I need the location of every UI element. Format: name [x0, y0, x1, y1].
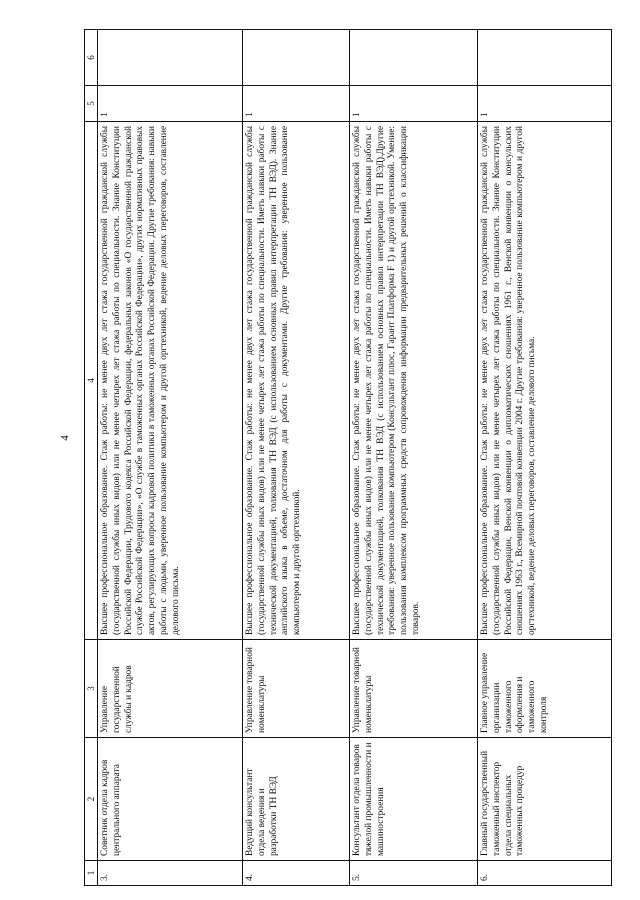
table-row — [243, 30, 350, 886]
page-number: 4 — [59, 435, 71, 441]
department-cell: Управление государственной службы и кадров — [98, 640, 243, 738]
header-cell: 4 — [85, 122, 98, 640]
row-number: 3. — [98, 861, 243, 886]
requirements-cell: Высшее профессиональное образование. Стаж работы: не менее двух лет стажа государственной гражданской службы (государственной службы иных видов) или не менее четырех лет стажа работы по специальности. Знание Конституции Российской Федерации, Венской конвенции о дипломатических сношениях 1961 г., Венской конвенции о консульских сношениях 1963 г., Всемирной почтовой конвенции 2004 г. Другие требования: уверенное пользование компьютером и другой оргтехникой, ведение деловых переговоров, составление делового письма. — [478, 122, 612, 640]
empty-cell — [98, 30, 243, 86]
empty-cell — [478, 30, 612, 86]
header-cell: 1 — [85, 861, 98, 886]
header-cell: 3 — [85, 640, 98, 738]
row-number: 6. — [478, 861, 612, 886]
department-cell: Управление товарной номенклатуры — [243, 640, 350, 738]
table-row — [478, 30, 612, 886]
requirements-cell: Высшее профессиональное образование. Стаж работы: не менее двух лет стажа государственной гражданской службы (государственной службы иных видов) или не менее четырех лет стажа работы по специальности. Иметь навыки работы с технической документацией, толкования ТН ВЭД (с использованием основных правил интерпретации ТН ВЭД). Знание английского языка в объеме, достаточном для работы с документами. Другие требования: уверенное пользование компьютером и другой оргтехникой. — [243, 122, 350, 640]
position-cell: Ведущий консультант отдела ведения и разработки ТН ВЭД — [243, 738, 350, 861]
requirements-cell: Высшее профессиональное образование. Стаж работы: не менее двух лет стажа государственной гражданской службы (государственной службы иных видов) или не менее четырех лет стажа работы по специальности. Иметь навыки работы с технической документацией, толкования ТН ВЭД (с использованием основных правил интерпретации ТН ВЭД).Другие требования: уверенное пользование компьютером (Консультант плюс, Гарант Платформа F 1) и другой оргтехникой. Умение: пользования комплексом программных средств сопровождения информации предварительных решений о классификации товаров. — [350, 122, 478, 640]
count-cell: 1 — [350, 86, 478, 122]
table-row — [98, 30, 243, 886]
row-number: 4. — [243, 861, 350, 886]
department-cell: Главное управление организации таможенного оформления и таможенного контроля — [478, 640, 612, 738]
empty-cell — [350, 30, 478, 86]
row-number: 5. — [350, 861, 478, 886]
header-cell: 2 — [85, 738, 98, 861]
requirements-cell: Высшее профессиональное образование. Стаж работы: не менее двух лет стажа государственной гражданской службы (государственной службы иных видов) или не менее четырех лет стажа работы по специальности. Знание Конституции Российской Федерации, Трудового кодекса Российской Федерации, федеральных законов «О государственной гражданской службе Российской Федерации», «О службе в таможенных органах Российской Федерации», других нормативных правовых актов, регулирующих вопросы кадровой политики в таможенных органах Российской Федерации. Другие требования: навыки работы с людьми, уверенное пользование компьютером и другой оргтехникой, ведение деловых переговоров, составление делового письма. — [98, 122, 243, 640]
header-cell: 6 — [85, 30, 98, 86]
count-cell: 1 — [98, 86, 243, 122]
vacancy-table — [84, 29, 612, 886]
table-row — [350, 30, 478, 886]
rotated-page — [84, 30, 610, 886]
count-cell: 1 — [478, 86, 612, 122]
table-header-row — [85, 30, 98, 886]
empty-cell — [243, 30, 350, 86]
position-cell: Консультант отдела товаров тяжелой промышленности и машиностроения — [350, 738, 478, 861]
header-cell: 5 — [85, 86, 98, 122]
department-cell: Управление товарной номенклатуры — [350, 640, 478, 738]
position-cell: Советник отдела кадров центрального аппарата — [98, 738, 243, 861]
count-cell: 1 — [243, 86, 350, 122]
position-cell: Главный государственный таможенный инспектор отдела специальных таможенных процедур — [478, 738, 612, 861]
